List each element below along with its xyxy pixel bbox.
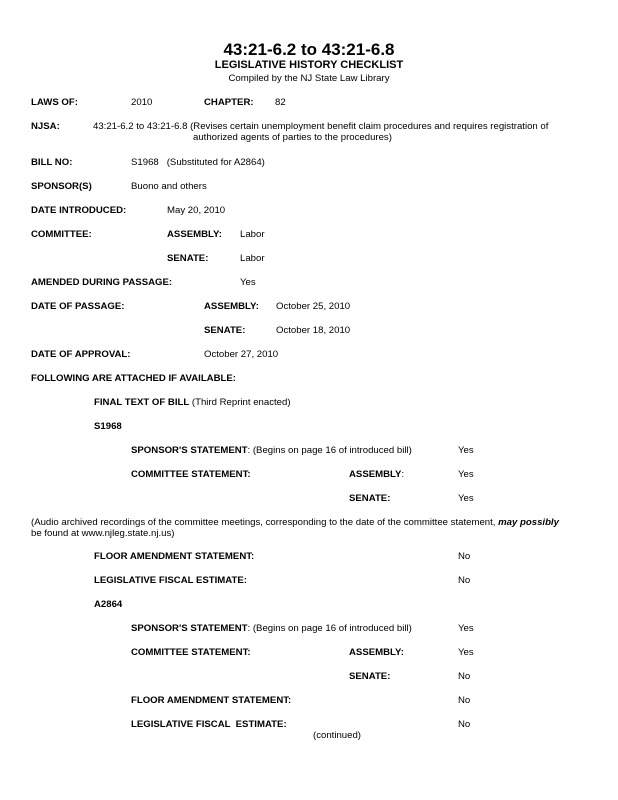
s1968-committee-assembly-value: Yes: [458, 469, 474, 480]
passage-senate-value: October 18, 2010: [276, 325, 351, 336]
s1968-heading: S1968: [94, 421, 122, 432]
page-title: 43:21-6.2 to 43:21-6.8: [223, 40, 395, 59]
laws-of-label: LAWS OF:: [31, 97, 78, 108]
passage-assembly-label: ASSEMBLY:: [204, 301, 259, 312]
a2864-committee-senate-label: SENATE:: [349, 671, 391, 682]
s1968-committee-statement-label: COMMITTEE STATEMENT:: [131, 469, 251, 480]
a2864-committee-statement-label: COMMITTEE STATEMENT:: [131, 647, 251, 658]
s1968-fiscal-estimate-label: LEGISLATIVE FISCAL ESTIMATE:: [94, 575, 247, 586]
a2864-sponsor-statement-label: SPONSOR'S STATEMENT: [131, 623, 248, 634]
njsa-line-2: authorized agents of parties to the procedures): [193, 132, 392, 143]
a2864-fiscal-estimate-value: No: [458, 719, 471, 730]
s1968-committee-assembly-colon: :: [401, 469, 405, 480]
njsa-label: NJSA:: [31, 121, 60, 132]
chapter-label: CHAPTER:: [204, 97, 254, 108]
a2864-floor-amendment-label: FLOOR AMENDMENT STATEMENT:: [131, 695, 292, 706]
s1968-committee-senate-label: SENATE:: [349, 493, 391, 504]
compiled-by: Compiled by the NJ State Law Library: [228, 73, 390, 84]
attached-heading: FOLLOWING ARE ATTACHED IF AVAILABLE:: [31, 373, 236, 384]
s1968-sponsor-statement-value: Yes: [458, 445, 474, 456]
sponsors-value: Buono and others: [131, 181, 207, 192]
laws-of-value: 2010: [131, 97, 153, 108]
a2864-sponsor-statement-note: : (Begins on page 16 of introduced bill): [247, 623, 412, 634]
sponsors-label: SPONSOR(S): [31, 181, 92, 192]
s1968-floor-amendment-label: FLOOR AMENDMENT STATEMENT:: [94, 551, 255, 562]
final-text-note: (Third Reprint enacted): [189, 397, 291, 408]
a2864-committee-senate-value: No: [458, 671, 471, 682]
committee-senate-label: SENATE:: [167, 253, 209, 264]
date-of-passage-label: DATE OF PASSAGE:: [31, 301, 125, 312]
a2864-fiscal-estimate-label: LEGISLATIVE FISCAL ESTIMATE:: [131, 719, 287, 730]
a2864-sponsor-statement: [131, 623, 412, 635]
passage-assembly-value: October 25, 2010: [276, 301, 351, 312]
date-introduced-label: DATE INTRODUCED:: [31, 205, 127, 216]
continued-note: (continued): [313, 730, 361, 741]
s1968-committee-assembly-label: ASSEMBLY: [349, 469, 402, 480]
a2864-sponsor-statement-value: Yes: [458, 623, 474, 634]
s1968-fiscal-estimate-value: No: [458, 575, 471, 586]
audio-note-part-2[interactable]: be found at www.njleg.state.nj.us): [31, 528, 175, 539]
page-subtitle: LEGISLATIVE HISTORY CHECKLIST: [214, 59, 404, 71]
a2864-floor-amendment-value: No: [458, 695, 471, 706]
amended-label: AMENDED DURING PASSAGE:: [31, 277, 173, 288]
chapter-value: 82: [275, 97, 286, 108]
committee-label: COMMITTEE:: [31, 229, 92, 240]
committee-assembly-label: ASSEMBLY:: [167, 229, 222, 240]
final-text-line: [94, 397, 291, 409]
committee-senate-value: Labor: [240, 253, 265, 264]
audio-note-emphasis: may possibly: [498, 517, 559, 528]
a2864-committee-assembly-label: ASSEMBLY:: [349, 647, 404, 658]
a2864-committee-assembly-value: Yes: [458, 647, 474, 658]
s1968-sponsor-statement: [131, 445, 412, 457]
audio-note-part-1: (Audio archived recordings of the committee meetings, corresponding to the date of the committee statement,: [31, 517, 499, 528]
s1968-committee-senate-value: Yes: [458, 493, 474, 504]
date-of-approval-label: DATE OF APPROVAL:: [31, 349, 131, 360]
njsa-line-1: 43:21-6.2 to 43:21-6.8 (Revises certain unemployment benefit claim procedures and requires registration of: [93, 121, 549, 132]
passage-senate-label: SENATE:: [204, 325, 246, 336]
s1968-sponsor-statement-note: : (Begins on page 16 of introduced bill): [247, 445, 412, 456]
s1968-committee-assembly: [349, 469, 404, 481]
date-introduced-value: May 20, 2010: [167, 205, 226, 216]
s1968-floor-amendment-value: No: [458, 551, 471, 562]
final-text-label: FINAL TEXT OF BILL: [94, 397, 190, 408]
bill-no-value: S1968 (Substituted for A2864): [131, 157, 265, 168]
amended-value: Yes: [240, 277, 256, 288]
audio-note-line-2: [31, 528, 174, 540]
committee-assembly-value: Labor: [240, 229, 265, 240]
a2864-heading: A2864: [94, 599, 123, 610]
bill-no-label: BILL NO:: [31, 157, 73, 168]
s1968-sponsor-statement-label: SPONSOR'S STATEMENT: [131, 445, 248, 456]
date-of-approval-value: October 27, 2010: [204, 349, 279, 360]
